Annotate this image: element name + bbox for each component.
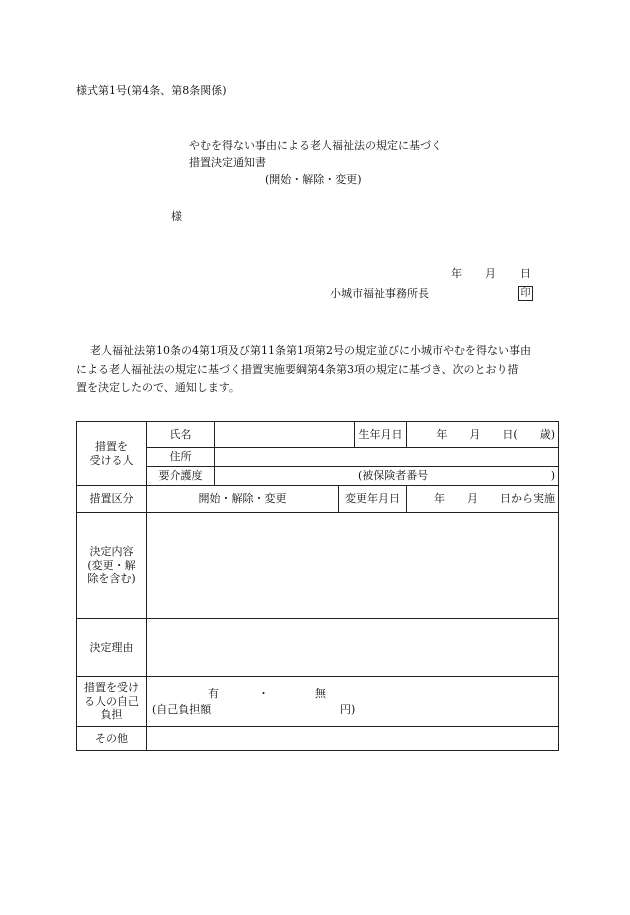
title-line-1: やむを得ない事由による老人福祉法の規定に基づく	[189, 139, 442, 152]
title-line-3: (開始・解除・変更)	[265, 173, 362, 186]
birth-label: 生年月日	[355, 422, 407, 448]
date-year: 年	[451, 267, 462, 280]
recipient-label-line-1: 措置を	[95, 439, 128, 453]
issuer-name: 小城市福祉事務所長	[330, 287, 429, 300]
burden-label	[77, 677, 147, 727]
burden-label-line-1: 措置を受け	[84, 680, 139, 694]
decision-label-line-2: (変更・解	[87, 558, 136, 572]
other-label: その他	[77, 727, 147, 751]
burden-amount-close: 円)	[340, 702, 356, 716]
address-label: 住所	[147, 448, 215, 467]
burden-label-line-2: る人の自己	[84, 694, 139, 708]
form-number: 様式第1号(第4条、第8条関係)	[76, 84, 227, 97]
seal-text: 印	[518, 286, 533, 301]
recipient-label-line-2: 受ける人	[89, 453, 134, 467]
measure-table	[76, 421, 559, 751]
title-line-2: 措置決定通知書	[189, 156, 266, 169]
burden-yes[interactable]: 有	[208, 686, 219, 700]
birth-value[interactable]: 年 月 日( 歳)	[407, 422, 559, 448]
decision-label-line-3: 除を含む)	[87, 572, 136, 586]
burden-amount-open: (自己負担額	[152, 702, 212, 716]
body-line-1: 老人福祉法第10条の4第1項及び第11条第1項第2号の規定並びに小城市やむを得ない事由	[90, 344, 531, 357]
burden-label-line-3: 負担	[100, 708, 123, 722]
decision-label	[77, 513, 147, 619]
decision-label-line-1: 決定内容	[89, 544, 134, 558]
other-content[interactable]	[147, 727, 559, 751]
seal-mark	[518, 286, 533, 301]
name-label: 氏名	[147, 422, 215, 448]
burden-content[interactable]	[147, 677, 559, 727]
reason-content[interactable]	[147, 619, 559, 677]
address-value[interactable]	[215, 448, 559, 467]
care-level-label: 要介護度	[147, 467, 215, 486]
body-line-3: 置を決定したので、通知します。	[76, 381, 240, 394]
reason-label: 決定理由	[77, 619, 147, 677]
category-label: 措置区分	[77, 486, 147, 513]
date-day: 日	[520, 267, 531, 280]
recipient-label	[77, 422, 147, 486]
change-date-label: 変更年月日	[339, 486, 407, 513]
care-level-value[interactable]	[215, 467, 559, 486]
burden-separator: ・	[258, 686, 269, 700]
insured-number-close: )	[550, 469, 555, 483]
change-date-value[interactable]: 年 月 日から実施	[407, 486, 559, 513]
body-line-2: による老人福祉法の規定に基づく措置実施要綱第4条第3項の規定に基づき、次のとおり措	[76, 363, 519, 376]
name-value[interactable]	[215, 422, 355, 448]
category-value[interactable]: 開始・解除・変更	[147, 486, 339, 513]
burden-no[interactable]: 無	[315, 686, 326, 700]
addressee-honorific: 様	[171, 210, 182, 223]
insured-number-open: (被保険者番号	[358, 469, 429, 483]
date-month: 月	[485, 267, 496, 280]
decision-content[interactable]	[147, 513, 559, 619]
